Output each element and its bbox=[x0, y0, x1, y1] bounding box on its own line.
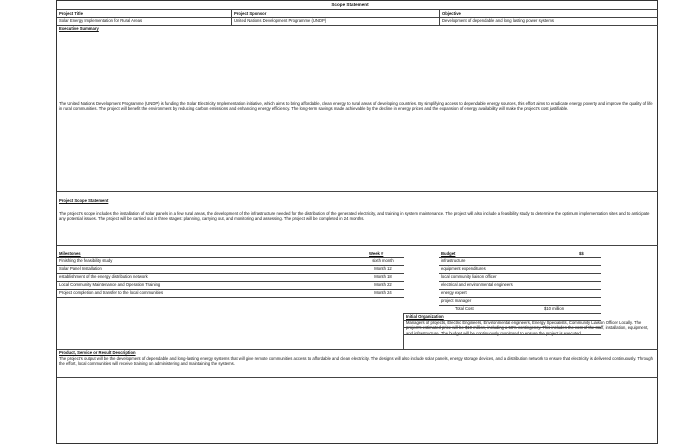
milestones-label: Milestones bbox=[59, 251, 81, 256]
budget-item-6: project manager bbox=[441, 298, 472, 303]
budget-total-label: Total Cost bbox=[455, 306, 474, 311]
scope-statement-label: Project Scope Statement bbox=[59, 198, 109, 203]
deliverable-text: The project's output will be the development of dependable and long-lasting energy systems that will give remote communities access to affordable and clean electricity. The designs will also include solar panels, energy storage devices, and a distribution network to ensure that electricity is delivered continuously. Through the effort, local communities will receive training on administering and maintaining the systems. bbox=[59, 356, 653, 367]
objective-label: Objective bbox=[442, 11, 461, 16]
week-label: Week # bbox=[369, 251, 384, 256]
deliverable-bottom-line bbox=[57, 377, 658, 378]
deliverable-label: Product, Service or Result Description bbox=[59, 350, 136, 355]
milestone-week-3: Month 18 bbox=[374, 274, 392, 279]
milestone-week-1: sixth month bbox=[372, 258, 394, 263]
initial-organization-text: Managers of projects, Electric Engineers, Environmental engineers, Energy Specialists, Community Liaison Officer Locally. The project's estimated price will be $10 million, including a 50% contingency. This includes the cost of the staff, installation, equipment, and infrastructure. The budget will be continuously monitored to ensure the project is executed bbox=[406, 320, 649, 336]
milestone-name-2: Solar Panel Installation bbox=[59, 266, 102, 271]
deliverable-top-line bbox=[57, 349, 658, 350]
org-line bbox=[403, 320, 601, 321]
project-title-label: Project Title bbox=[59, 11, 83, 16]
org-left-line bbox=[403, 313, 404, 349]
budget-item-1: infrastructure bbox=[441, 258, 466, 263]
summary-bottom-line bbox=[57, 191, 658, 192]
header-mid-line bbox=[57, 17, 658, 18]
milestone-week-5: Month 24 bbox=[374, 290, 392, 295]
budget-total-value: $10 million bbox=[544, 306, 565, 311]
executive-summary-text: The United Nations Development Programme (UNDP) is funding the Solar Electricity Implementation initiative, which aims to bring affordable, clean energy to rural areas of developing countries. By simplifying access to dependable energy sources, this effort aims to eradicate energy poverty and improve the quality of life in rural communities. The project will benefit the environment by reducing carbon emissions and enhancing energy efficiency. The long-term savings made achievable by the decline in energy prices and the expansion of energy availability will make the project's cost justifiable. bbox=[59, 101, 653, 112]
project-title-value: Solar Energy Implementation for Rural Areas bbox=[59, 18, 143, 23]
scope-bottom-line bbox=[57, 245, 658, 246]
milestone-week-2: Month 12 bbox=[374, 266, 392, 271]
scope-statement-text: The project's scope includes the installation of solar panels in a few rural areas, the development of the infrastructure needed for the distribution of the generated electricity, and training in system maintenance. The project will also include a feasibility study to determine the optimum implementation sites and to anticipate any potential issues. The project will be carried out in three stages: planning, carrying out, and monitoring and assessing. The project will be completed in 24 months. bbox=[59, 211, 650, 222]
project-sponsor-label: Project Sponsor bbox=[234, 11, 267, 16]
org-line bbox=[403, 327, 601, 328]
milestone-name-5: Project completion and transfer to the local communities bbox=[59, 290, 164, 295]
executive-summary-label: Executive Summary bbox=[59, 26, 99, 31]
milestone-line bbox=[57, 265, 404, 266]
budget-item-3: local community liaison officer bbox=[441, 274, 497, 279]
budget-label: Budget bbox=[441, 251, 456, 256]
document-title: Scope Statement bbox=[331, 2, 369, 7]
milestone-week-4: Month 22 bbox=[374, 282, 392, 287]
budget-item-5: energy expert bbox=[441, 290, 467, 295]
milestone-name-3: establishment of the energy distribution network bbox=[59, 274, 148, 279]
scope-statement-sheet bbox=[56, 0, 658, 444]
milestone-name-4: Local Community Maintenance and Operation Training bbox=[59, 282, 161, 287]
org-line bbox=[403, 334, 601, 335]
objective-value: Development of dependable and long lasting power systems bbox=[442, 18, 554, 23]
budget-currency-label: $$ bbox=[579, 251, 584, 256]
header-top-line bbox=[57, 9, 658, 10]
initial-organization-label: Initial Organization bbox=[406, 314, 444, 319]
milestone-name-1: Finishing the feasibility study bbox=[59, 258, 113, 263]
milestone-line bbox=[57, 297, 404, 298]
budget-item-4: electrical and environmental engineers bbox=[441, 282, 513, 287]
budget-item-2: equipment expenditures bbox=[441, 266, 486, 271]
project-sponsor-value: United Nations Development Programme (UNDP) bbox=[234, 18, 327, 23]
header-bottom-line bbox=[57, 25, 658, 26]
